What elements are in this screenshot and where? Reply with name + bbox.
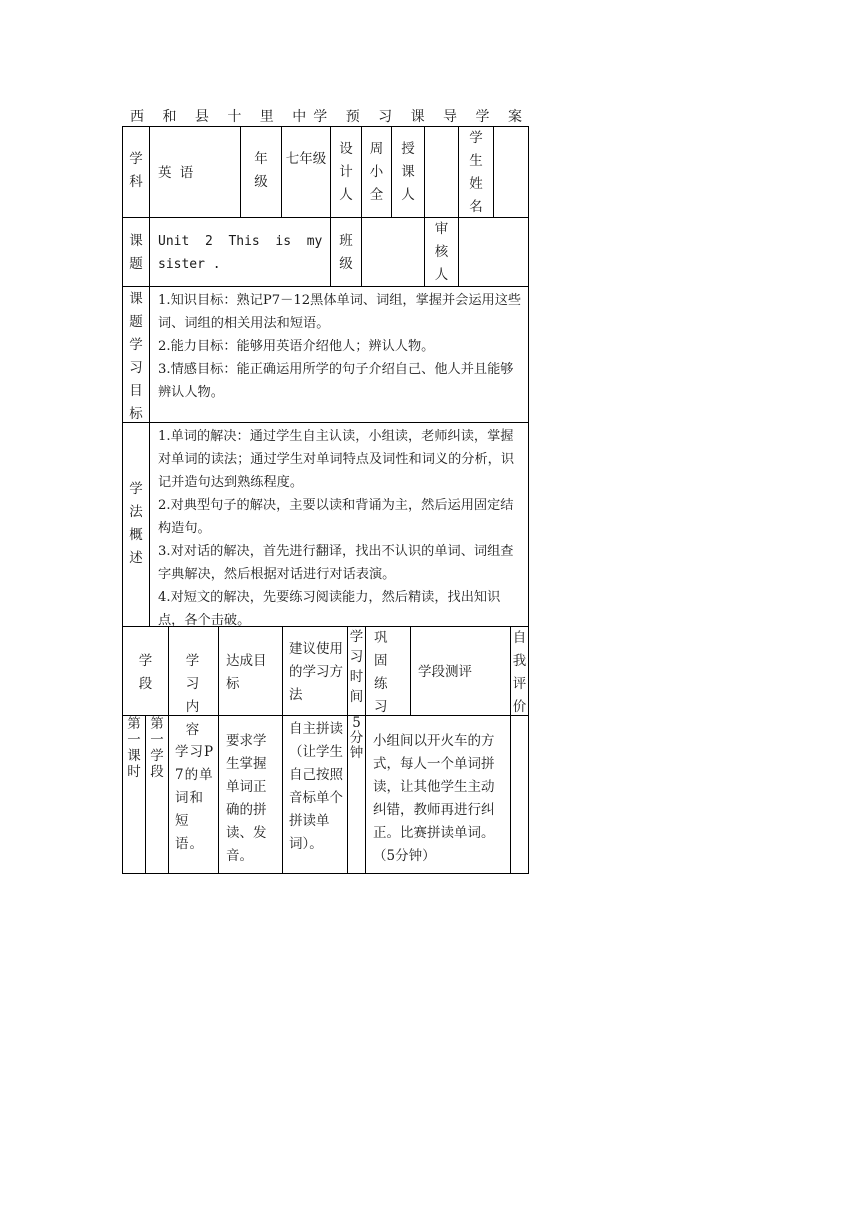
reviewer-value — [459, 218, 528, 286]
class-label — [331, 230, 361, 276]
reviewer-label-text: 审核人 — [434, 221, 449, 283]
topic-label — [123, 230, 149, 276]
col-content — [169, 650, 218, 742]
teacher-label — [392, 138, 424, 207]
class-label-text: 班级 — [339, 233, 353, 272]
grade-label-text: 年级 — [254, 151, 268, 190]
row1-time-text: 5分钟 — [349, 716, 364, 761]
row1-time — [348, 716, 365, 761]
row1-stage — [146, 716, 168, 780]
class-value — [362, 218, 424, 286]
methods-label — [123, 478, 149, 570]
row1-practice — [373, 730, 507, 868]
col-assessment: 学段测评 — [418, 664, 472, 680]
row1-lesson — [123, 716, 145, 780]
methods-content — [158, 425, 524, 632]
subject-label-text: 学科 — [129, 151, 143, 190]
row1-stage-text: 第一学段 — [150, 716, 164, 780]
col-time-text: 学习时间 — [349, 629, 364, 705]
designer-value — [362, 138, 391, 207]
row1-lesson-text: 第一课时 — [127, 716, 141, 780]
designer-value-text: 周小全 — [369, 141, 384, 203]
student-name-label-text: 学生姓名 — [469, 130, 483, 215]
student-name-label — [459, 127, 493, 219]
subject-value: 英 语 — [158, 165, 196, 181]
col-method — [289, 638, 347, 707]
reviewer-label — [425, 218, 458, 287]
row1-practice-text: 小组间以开火车的方式，每人一个单词拼读，让其他学生主动纠错，教师再进行纠正。比赛拼读单词。（5分钟） — [373, 733, 495, 864]
row1-method-text: 自主拼读（让学生自己按照音标单个拼读单词）。 — [289, 721, 343, 852]
row1-content-text: 学习P7的单词和短语。 — [175, 744, 215, 852]
col-content-text: 学习内容 — [185, 653, 202, 738]
goal-item-3: 3.情感目标：能正确运用所学的句子介绍自己、他人并且能够辨认人物。 — [158, 362, 514, 400]
method-item-2: 2.对典型句子的解决，主要以读和背诵为主，然后运用固定结构造句。 — [158, 498, 514, 536]
method-item-3: 3.对对话的解决，首先进行翻译，找出不认识的单词、词组查字典解决，然后根据对话进行对话表演。 — [158, 544, 514, 582]
row1-target — [226, 730, 282, 868]
topic-value-line1: Unit 2 This is my — [158, 234, 323, 249]
row1-method — [289, 718, 347, 856]
col-stage-text: 学段 — [138, 653, 153, 692]
grade-label — [241, 148, 281, 194]
designer-label — [331, 138, 361, 207]
topic-value-line2: sister . — [158, 257, 221, 272]
goals-content — [158, 289, 524, 404]
col-self-eval-text: 自我评价 — [512, 630, 527, 715]
col-target-text: 达成目标 — [226, 653, 267, 692]
grade-value — [282, 148, 330, 171]
goals-label-text: 课题学习目标 — [129, 291, 143, 422]
col-stage — [123, 650, 168, 696]
row1-target-text: 要求学生掌握单词正确的拼读、发音。 — [226, 733, 267, 864]
col-target — [226, 650, 282, 696]
methods-label-text: 学法概述 — [129, 481, 143, 566]
topic-label-text: 课题 — [129, 233, 143, 272]
designer-label-text: 设计人 — [339, 141, 353, 203]
col-method-text: 建议使用的学习方法 — [289, 641, 343, 703]
col-practice — [366, 627, 410, 719]
document-title: 西 和 县 十 里 中学 预 习 课 导 学 案 — [130, 109, 529, 125]
subject-label — [123, 148, 149, 194]
goal-item-2: 2.能力目标：能够用英语介绍他人；辨认人物。 — [158, 339, 435, 354]
method-item-4: 4.对短文的解决，先要练习阅读能力，然后精读，找出知识点，各个击破。 — [158, 590, 501, 628]
row1-self-eval — [511, 716, 528, 873]
goal-item-1: 1.知识目标：熟记P7－12黑体单词、词组，掌握并会运用这些词、词组的相关用法和短语。 — [158, 293, 522, 331]
row1-content — [175, 741, 217, 856]
col-practice-text: 巩固练习 — [374, 630, 388, 715]
topic-value — [158, 230, 328, 276]
method-item-1: 1.单词的解决：通过学生自主认读，小组读，老师纠读，掌握对单词的读法；通过学生对单词特点及词性和词义的分析，识记并造句达到熟练程度。 — [158, 429, 515, 490]
goals-label — [123, 288, 149, 426]
col-self-eval — [511, 627, 528, 715]
col-time — [348, 627, 365, 715]
grade-value-text: 七年级 — [285, 151, 327, 167]
teacher-value — [425, 127, 458, 216]
teacher-label-text: 授课人 — [401, 141, 415, 203]
student-name-value — [494, 127, 528, 216]
